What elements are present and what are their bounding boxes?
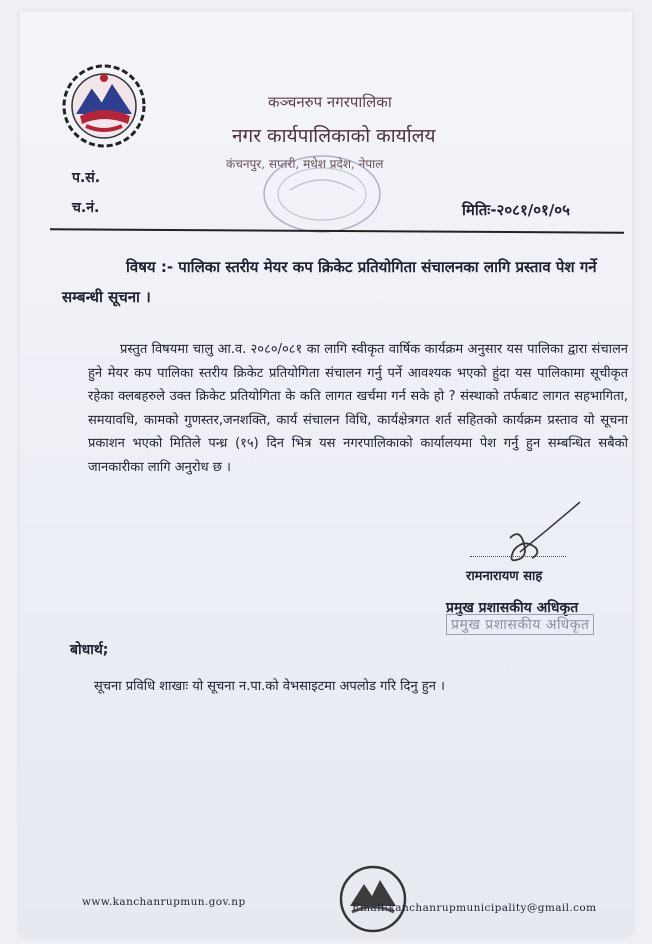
- letter-number-label: प.सं.: [72, 170, 101, 186]
- executive-office-title: नगर कार्यपालिकाको कार्यालय: [232, 125, 436, 147]
- subject-label: विषय :-: [126, 258, 174, 276]
- subject-block: [62, 252, 622, 312]
- footer-email-link[interactable]: [352, 902, 596, 914]
- notice-body: [88, 338, 628, 479]
- letter-date: मितिः-२०८१/०१/०५: [462, 201, 570, 219]
- office-address: कंचनपुर, सप्तरी, मधेश प्रदेश, नेपाल: [226, 157, 384, 171]
- designation-stamp: प्रमुख प्रशासकीय अधिकृत: [446, 614, 594, 635]
- dispatch-number-label: च.नं.: [72, 200, 100, 216]
- notice-paragraph: प्रस्तुत विषयमा चालु आ.व. २०८०/०८१ का लागि स्वीकृत वार्षिक कार्यक्रम अनुसार यस पालिका द्वारा संचालन हुने मेयर कप पालिका स्तरीय क्रिकेट प्रतियोगिता संचालन गर्नु पर्ने आवश्यक भएको हुंदा यस पालिकामा सूचीकृत रहेका क्लबहरुले उक्त क्रिकेट प्रतियोगिता के कति लागत खर्चमा गर्न सके हो ? संस्थाको तर्फबाट लागत सहभागिता, समयावधि, कामको गुणस्तर,जनशक्ति, कार्य संचालन विधि, कार्यक्षेत्रगत शर्त सहितको कार्यक्रम प्रस्ताव यो सूचना प्रकाशन भएको मितिले पन्ध्र (१५) दिन भित्र यस नगरपालिकाको कार्यालयमा पेश गर्नु हुन सम्बन्धित सबैको जानकारीका लागि अनुरोध छ ।: [88, 342, 628, 475]
- footer-email-prefix: Email:: [352, 902, 389, 914]
- signatory-name: रामनारायण साह: [466, 569, 543, 584]
- nepal-emblem-icon: [52, 64, 156, 148]
- cc-label: बोधार्थ;: [70, 642, 109, 658]
- office-stamp-icon: [260, 150, 390, 240]
- footer-emblem-icon: [338, 864, 408, 934]
- subject-text: पालिका स्तरीय मेयर कप क्रिकेट प्रतियोगिता संचालनका लागि प्रस्ताव पेश गर्ने सम्बन्धी सूचना ।: [62, 258, 597, 306]
- cc-text: सूचना प्रविधि शाखाः यो सूचना न.पा.को वेभसाइटमा अपलोड गरि दिनु हुन ।: [94, 679, 445, 694]
- footer-website-link[interactable]: www.kanchanrupmun.gov.np: [82, 896, 246, 908]
- office-name: कञ्चनरुप नगरपालिका: [268, 93, 392, 111]
- signatory-title: प्रमुख प्रशासकीय अधिकृत: [446, 600, 579, 616]
- footer-email-address: kanchanrupmunicipality@gmail.com: [388, 902, 597, 914]
- signature-line: [470, 556, 566, 557]
